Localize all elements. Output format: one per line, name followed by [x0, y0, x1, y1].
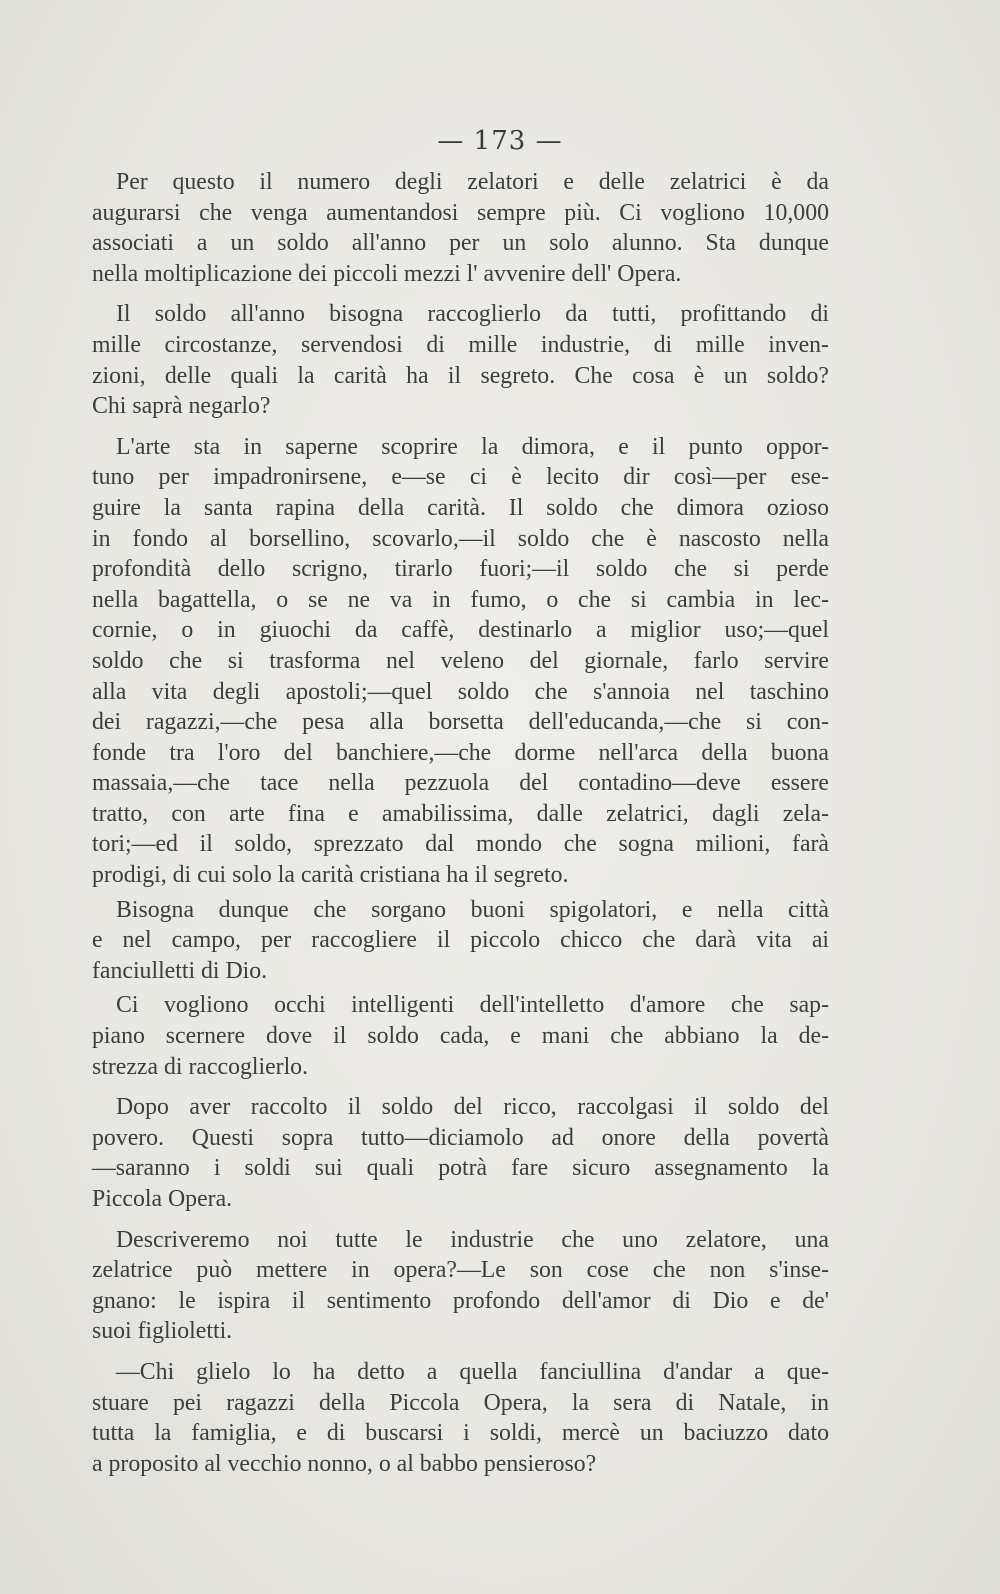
text-line: Dopo aver raccolto il soldo del ricco, raccolgasi il soldo del [116, 1094, 829, 1121]
text-line: dei ragazzi,—che pesa alla borsetta dell'educanda,—che si con- [92, 709, 829, 736]
paragraph-gap [92, 289, 829, 299]
text-line: Ci vogliono occhi intelligenti dell'intelletto d'amore che sap- [116, 992, 829, 1019]
text-line: associati a un soldo all'anno per un solo alunno. Sta dunque [92, 230, 829, 257]
paragraph [92, 299, 829, 421]
text-line: piano scernere dove il soldo cada, e mani che abbiano la de- [92, 1023, 829, 1050]
text-line: alla vita degli apostoli;—quel soldo che s'annoia nel taschino [92, 678, 829, 705]
text-line: augurarsi che venga aumentandosi sempre più. Ci vogliono 10,000 [92, 199, 829, 226]
paragraph-gap [92, 1347, 829, 1357]
paragraph-container [92, 167, 829, 1479]
text-line: zioni, delle quali la carità ha il segreto. Che cosa è un soldo? [92, 362, 829, 389]
paragraph-gap [92, 422, 829, 432]
paragraph [92, 1092, 829, 1214]
text-line: Descriveremo noi tutte le industrie che uno zelatore, una [116, 1226, 829, 1253]
paragraph [92, 895, 829, 987]
text-line: —Chi glielo lo ha detto a quella fanciullina d'andar a que- [116, 1358, 829, 1385]
text-line: gnano: le ispira il sentimento profondo dell'amor di Dio e de' [92, 1287, 829, 1314]
text-line: Piccola Opera. [92, 1186, 233, 1212]
paragraph [92, 1357, 829, 1479]
text-line: guire la santa rapina della carità. Il soldo che dimora ozioso [92, 494, 829, 521]
text-line: profondità dello scrigno, tirarlo fuori;—il soldo che si perde [92, 556, 829, 583]
text-line: in fondo al borsellino, scovarlo,—il soldo che è nascosto nella [92, 525, 829, 552]
text-line: nella moltiplicazione dei piccoli mezzi l' avvenire dell' Opera. [92, 260, 682, 287]
text-line: fonde tra l'oro del banchiere,—che dorme nell'arca della buona [92, 739, 829, 766]
text-line: zelatrice può mettere in opera?—Le son cose che non s'inse- [92, 1257, 829, 1284]
paragraph [92, 432, 829, 891]
text-line: —saranno i soldi sui quali potrà fare sicuro assegnamento la [92, 1155, 829, 1182]
text-line: Chi saprà negarlo? [92, 393, 271, 420]
text-line: cornie, o in giuochi da caffè, destinarlo a miglior uso;—quel [92, 617, 829, 644]
text-line: Per questo il numero degli zelatori e delle zelatrici è da [116, 169, 829, 195]
paragraph [92, 167, 829, 289]
text-line: e nel campo, per raccogliere il piccolo chicco che darà vita ai [92, 927, 829, 954]
text-line: tori;—ed il soldo, sprezzato dal mondo che sogna milioni, farà [92, 831, 829, 858]
text-line: povero. Questi sopra tutto—diciamolo ad onore della povertà [92, 1124, 829, 1151]
text-line: tratto, con arte fina e amabilissima, dalle zelatrici, dagli zela- [92, 800, 829, 827]
text-line: stuare pei ragazzi della Piccola Opera, la sera di Natale, in [92, 1389, 829, 1416]
text-line: suoi figlioletti. [92, 1318, 233, 1345]
text-line: tuno per impadronirsene, e—se ci è lecito dir così—per ese- [92, 464, 829, 491]
paragraph [92, 990, 829, 1082]
text-line: soldo che si trasforma nel veleno del giornale, farlo servire [92, 647, 829, 674]
text-line: strezza di raccoglierlo. [92, 1053, 309, 1080]
text-line: massaia,—che tace nella pezzuola del contadino—deve essere [92, 770, 829, 797]
text-line: tutta la famiglia, e di buscarsi i soldi, mercè un baciuzzo dato [92, 1420, 829, 1447]
paragraph [92, 1225, 829, 1347]
body-text [92, 167, 829, 1479]
paragraph-gap [92, 1082, 829, 1092]
text-line: Il soldo all'anno bisogna raccoglierlo da tutti, profittando di [116, 301, 829, 328]
text-line: prodigi, di cui solo la carità cristiana ha il segreto. [92, 862, 569, 889]
paragraph-gap [92, 1215, 829, 1225]
text-line: mille circostanze, servendosi di mille industrie, di mille inven- [92, 331, 829, 358]
text-line: L'arte sta in saperne scoprire la dimora, e il punto oppor- [116, 433, 829, 460]
page-number: — 173 — [437, 126, 563, 156]
text-line: fanciulletti di Dio. [92, 957, 268, 984]
text-line: nella bagattella, o se ne va in fumo, o che si cambia in lec- [92, 586, 829, 613]
text-line: a proposito al vecchio nonno, o al babbo pensieroso? [92, 1450, 597, 1477]
text-line: Bisogna dunque che sorgano buoni spigolatori, e nella città [116, 896, 829, 923]
